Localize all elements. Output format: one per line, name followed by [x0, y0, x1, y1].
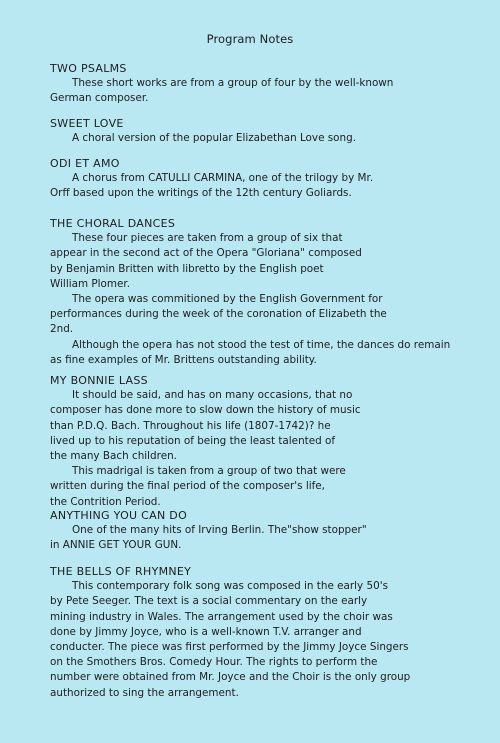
section-heading: SWEET LOVE	[50, 117, 124, 130]
section-text-line: The opera was commitioned by the English Government for	[72, 293, 383, 306]
section-text-line: This contemporary folk song was composed in the early 50's	[72, 580, 388, 593]
section	[50, 216, 480, 368]
section-text-line: written during the final period of the composer's life,	[50, 480, 325, 493]
section-text-line: the many Bach children.	[50, 450, 177, 463]
section-text-line: in ANNIE GET YOUR GUN.	[50, 539, 182, 552]
section-text-line: One of the many hits of Irving Berlin. The"show stopper"	[72, 524, 367, 537]
section	[50, 508, 480, 554]
section-text-line: A choral version of the popular Elizabethan Love song.	[72, 132, 357, 145]
section-text-line: than P.D.Q. Bach. Throughout his life (1807-1742)? he	[50, 419, 331, 432]
section-text-line: the Contrition Period.	[50, 495, 161, 508]
section-text-line: conducter. The piece was first performed by the Jimmy Joyce Singers	[50, 641, 409, 654]
section	[50, 564, 480, 701]
section-text-line: number were obtained from Mr. Joyce and the Choir is the only group	[50, 671, 411, 684]
section-text-line: appear in the second act of the Opera "Gloriana" composed	[50, 247, 362, 260]
section-text-line: by Benjamin Britten with libretto by the English poet	[50, 262, 324, 275]
section-text-line: mining industry in Wales. The arrangement used by the choir was	[50, 610, 393, 623]
section-text-line: done by Jimmy Joyce, who is a well-known T.V. arranger and	[50, 625, 362, 638]
section-text-line: Although the opera has not stood the test of time, the dances do remain	[72, 338, 451, 351]
section-text-line: German composer.	[50, 92, 149, 105]
section-text-line: on the Smothers Bros. Comedy Hour. The rights to perform the	[50, 656, 378, 669]
section-text-line: lived up to his reputation of being the least talented of	[50, 434, 336, 447]
section-text-line: 2nd.	[50, 323, 74, 336]
section-heading: ANYTHING YOU CAN DO	[50, 509, 188, 522]
section-text-line: composer has done more to slow down the history of music	[50, 404, 361, 417]
section-text-line: as fine examples of Mr. Brittens outstanding ability.	[50, 353, 317, 366]
section-text-line: authorized to sing the arrangement.	[50, 686, 239, 699]
section-text-line: performances during the week of the coronation of Elizabeth the	[50, 308, 387, 321]
section	[50, 61, 480, 107]
section-text-line: It should be said, and has on many occasions, that no	[72, 389, 353, 402]
section-text-line: These four pieces are taken from a group of six that	[72, 232, 343, 245]
section	[50, 116, 480, 146]
section-text-line: These short works are from a group of four by the well-known	[72, 77, 394, 90]
section-text-line: A chorus from CATULLI CARMINA, one of the trilogy by Mr.	[72, 172, 374, 185]
page-title: Program Notes	[206, 32, 294, 46]
section-text-line: This madrigal is taken from a group of two that were	[72, 465, 346, 478]
section-heading: TWO PSALMS	[50, 62, 127, 75]
section-heading: THE BELLS OF RHYMNEY	[50, 565, 192, 578]
section-text-line: by Pete Seeger. The text is a social commentary on the early	[50, 595, 368, 608]
section-text-line: Orff based upon the writings of the 12th century Goliards.	[50, 187, 352, 200]
section-heading: MY BONNIE LASS	[50, 374, 148, 387]
section-heading: THE CHORAL DANCES	[50, 217, 176, 230]
section	[50, 156, 480, 202]
section-heading: ODI ET AMO	[50, 157, 120, 170]
section	[50, 373, 480, 510]
section-text-line: William Plomer.	[50, 277, 131, 290]
